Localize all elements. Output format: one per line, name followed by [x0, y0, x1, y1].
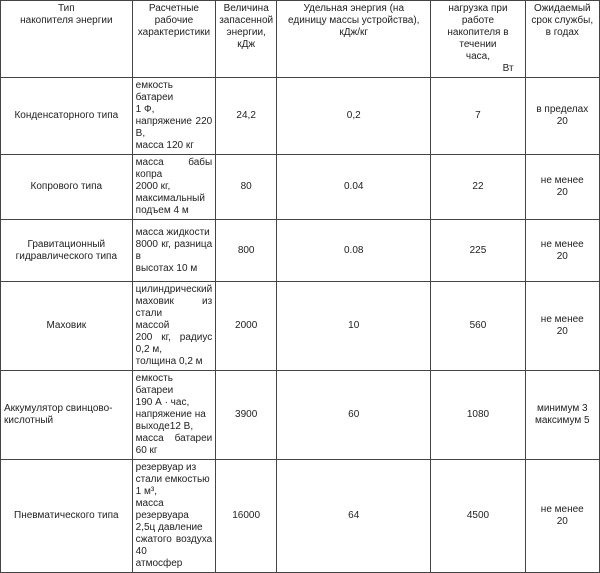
header-line: в годах [545, 27, 579, 38]
cell-line: 20 [556, 516, 568, 527]
cell-specific-energy: 60 [277, 371, 431, 460]
cell-energy: 16000 [216, 460, 277, 573]
cell-line: напряжение на [135, 409, 206, 420]
cell-line: цилиндрический [135, 284, 213, 295]
cell-line: Маховик [46, 320, 87, 331]
cell-line: массой [135, 320, 170, 331]
cell-line: 1 м³, [135, 486, 157, 497]
cell-line: Пневматического типа [14, 510, 119, 521]
cell-line: толщина 0,2 м [135, 356, 203, 367]
cell-line: подъем 4 м [135, 205, 189, 216]
header-specific-energy [277, 1, 431, 78]
cell-line: не менее [540, 238, 584, 250]
cell-line: не менее [540, 314, 584, 325]
cell-line: максимум 5 [534, 415, 590, 426]
header-line: Расчетные [148, 3, 199, 14]
cell-energy: 2000 [216, 282, 277, 371]
header-line: часа, [465, 51, 491, 62]
cell-line: сжатого воздуха 40 [135, 534, 213, 557]
header-row [1, 1, 600, 78]
cell-line: Аккумулятор свинцово- [4, 403, 113, 414]
header-line: Ожидаемый [533, 3, 591, 14]
cell-specific-energy: 64 [277, 460, 431, 573]
table-row [1, 220, 600, 282]
cell-line: 2000 кг, [135, 181, 171, 192]
table-row [1, 155, 600, 220]
cell-type [1, 155, 133, 220]
header-line: Тип [57, 3, 75, 14]
header-line: нагрузка при работе [448, 3, 508, 26]
cell-lifetime [525, 78, 599, 155]
cell-line: не менее [540, 175, 584, 186]
cell-energy: 80 [216, 155, 277, 220]
cell-type [1, 371, 133, 460]
cell-type [1, 220, 133, 282]
cell-line: высотах 10 м [135, 262, 198, 274]
cell-lifetime [525, 460, 599, 573]
cell-load: 22 [431, 155, 525, 220]
cell-line: выходе12 В, [135, 421, 194, 432]
cell-specific-energy: 0,2 [277, 78, 431, 155]
cell-line: Конденсаторного типа [14, 110, 119, 121]
cell-lifetime [525, 282, 599, 371]
cell-line: маховик из стали [135, 296, 213, 319]
cell-line: 20 [556, 116, 568, 127]
header-type [1, 1, 133, 78]
cell-line: емкость батареи [135, 373, 174, 396]
cell-line: стали емкостью [135, 474, 210, 485]
header-lifetime [525, 1, 599, 78]
cell-characteristics [132, 371, 216, 460]
cell-lifetime [525, 155, 599, 220]
cell-lifetime [525, 371, 599, 460]
header-line: энергии, кДж [226, 27, 266, 50]
cell-line: 20 [556, 326, 568, 337]
cell-type [1, 282, 133, 371]
cell-line: минимум 3 [536, 403, 588, 414]
header-line: Вт [502, 63, 514, 74]
cell-line: 190 А · час, [135, 397, 190, 408]
cell-energy: 800 [216, 220, 277, 282]
cell-energy: 24,2 [216, 78, 277, 155]
table-row [1, 78, 600, 155]
cell-load: 1080 [431, 371, 525, 460]
cell-line: в пределах [536, 104, 589, 115]
cell-line: кислотный [4, 415, 54, 426]
cell-line: масса бабы копра [135, 157, 213, 180]
table-row [1, 371, 600, 460]
header-line: Величина [223, 3, 269, 14]
cell-load: 225 [431, 220, 525, 282]
cell-line: масса резервуара [135, 498, 189, 521]
cell-line: масса 120 кг [135, 140, 194, 151]
cell-line: емкость батареи [135, 80, 174, 103]
header-characteristics [132, 1, 216, 78]
cell-specific-energy: 0.04 [277, 155, 431, 220]
cell-line: гидравлического типа [15, 250, 118, 262]
header-line: накопителя в течении [447, 27, 509, 50]
cell-specific-energy: 10 [277, 282, 431, 371]
cell-line: 2,5ц давление [135, 522, 203, 533]
header-line: накопителя энергии [20, 15, 113, 26]
cell-type [1, 78, 133, 155]
cell-specific-energy: 0.08 [277, 220, 431, 282]
cell-characteristics [132, 155, 216, 220]
cell-characteristics [132, 460, 216, 573]
cell-line: 20 [556, 187, 568, 198]
header-stored-energy [216, 1, 277, 78]
cell-line: 20 [556, 250, 568, 262]
header-line: Удельная энергия (на [303, 3, 404, 14]
cell-characteristics [132, 282, 216, 371]
header-load [431, 1, 525, 78]
cell-line: 1 Ф, [135, 104, 155, 115]
table-row [1, 282, 600, 371]
cell-energy: 3900 [216, 371, 277, 460]
header-line: характеристики [137, 27, 211, 38]
cell-characteristics [132, 78, 216, 155]
cell-line: резервуар из [135, 462, 197, 473]
cell-line: не менее [540, 504, 584, 515]
header-line: кДж/кг [339, 27, 369, 38]
cell-load: 4500 [431, 460, 525, 573]
cell-load: 560 [431, 282, 525, 371]
cell-line: Копрового типа [30, 181, 103, 192]
cell-type [1, 460, 133, 573]
cell-line: 8000 кг, разница в [135, 238, 213, 262]
cell-lifetime [525, 220, 599, 282]
cell-line: атмосфер [135, 558, 183, 569]
cell-line: масса батареи 60 кг [135, 433, 213, 456]
cell-line: напряжение 220 В, [135, 116, 213, 139]
header-line: запасенной [219, 15, 274, 26]
table-row [1, 460, 600, 573]
cell-line: максимальный [135, 193, 205, 204]
header-line: единицу массы устройства), [288, 15, 420, 26]
header-line: срок службы, [531, 15, 594, 26]
cell-line: 200 кг, радиус 0,2 м, [135, 332, 213, 355]
cell-characteristics [132, 220, 216, 282]
header-line: рабочие [154, 15, 194, 26]
cell-line: масса жидкости [135, 226, 210, 238]
cell-line: Гравитационный [27, 238, 106, 250]
cell-load: 7 [431, 78, 525, 155]
